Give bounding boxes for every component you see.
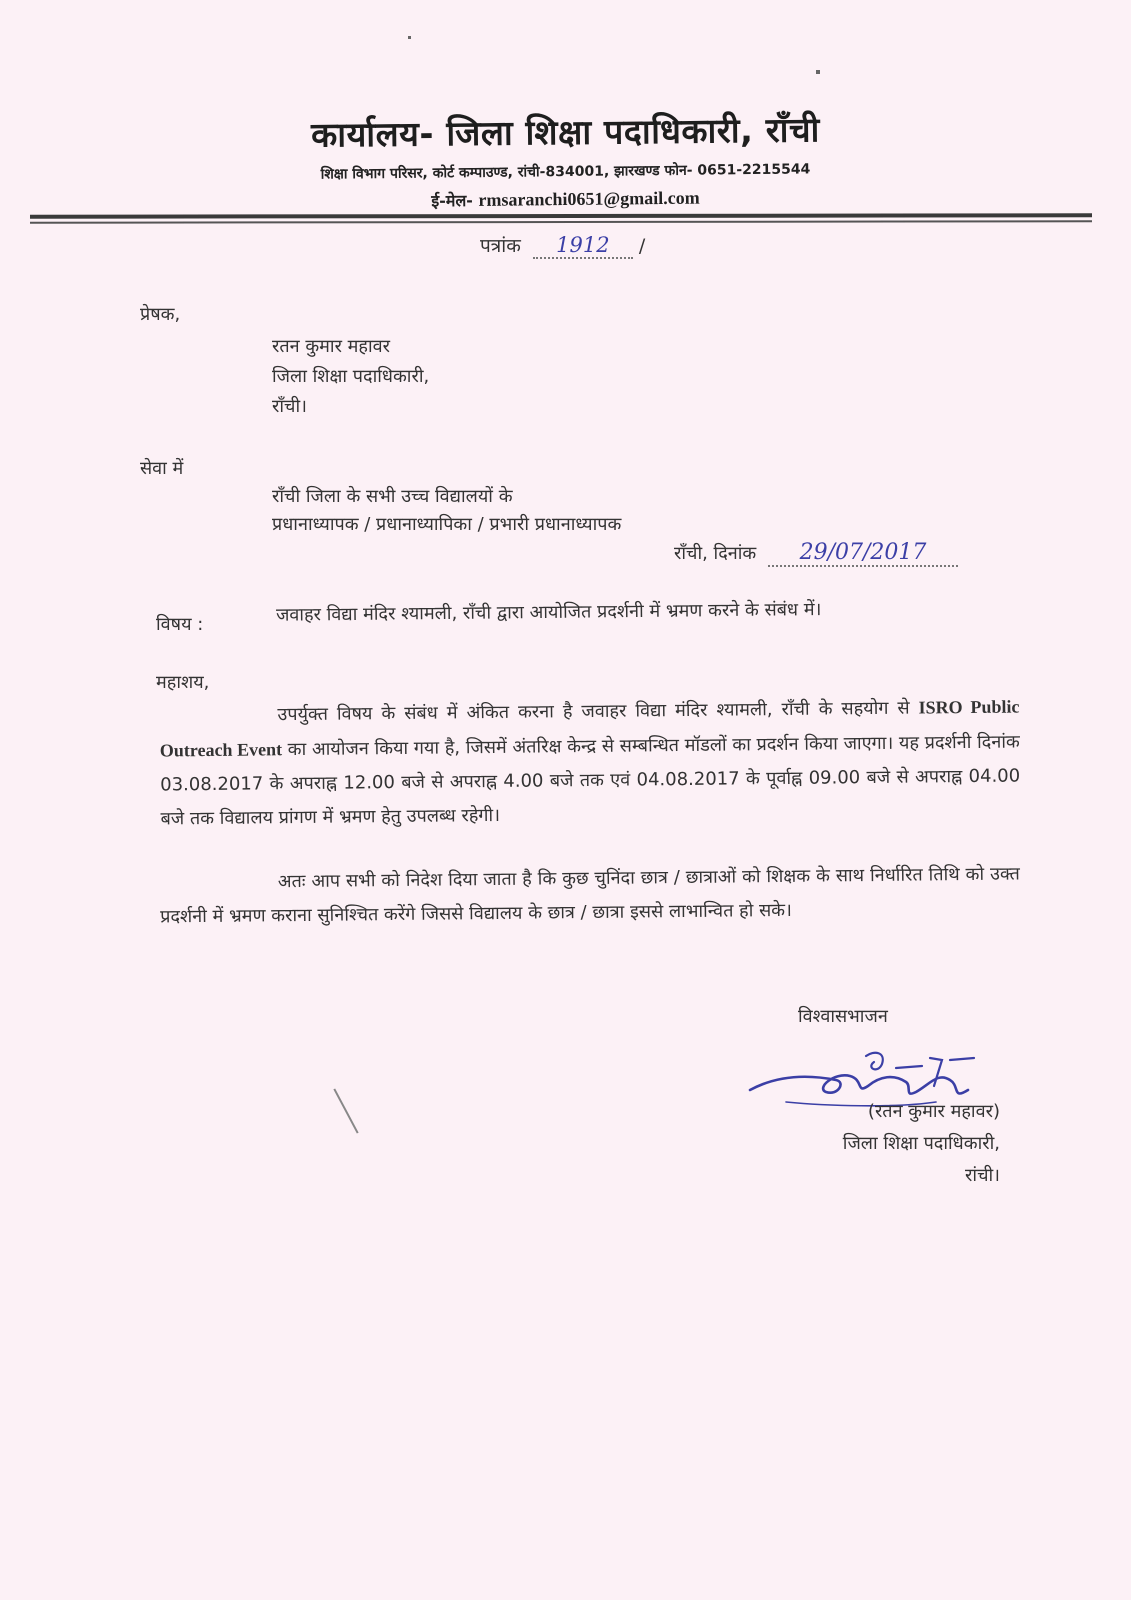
body-paragraph-2	[160, 857, 1021, 934]
signatory-place: रांची।	[965, 1165, 1000, 1186]
scan-speck	[816, 70, 820, 74]
para1-post: का आयोजन किया गया है, जिसमें अंतरिक्ष केन्द्र से सम्बन्धित मॉडलों का प्रदर्शन किया जाएगा। यह प्रदर्शनी दिनांक 03.08.2017 के अपराह्न 12.00 बजे से अपराह्न 4.00 बजे तक एवं 04.08.2017 के पूर्वाह्न 09.00 बजे से अपराह्न 04.00 बजे तक विद्यालय प्रांगण में भ्रमण हेतु उपलब्ध रहेगी।	[160, 731, 1021, 830]
salutation: महाशय,	[156, 672, 210, 693]
sender-place: राँची।	[272, 396, 307, 417]
sender-designation: जिला शिक्षा पदाधिकारी,	[272, 366, 430, 387]
body-paragraph-1	[159, 690, 1020, 837]
recipient-line-2: प्रधानाध्यापक / प्रधानाध्यापिका / प्रभारी प्रधानाध्यापक	[272, 514, 622, 535]
date-field	[768, 540, 958, 567]
letter-number	[480, 232, 645, 259]
scan-speck	[408, 36, 411, 39]
scan-scratch	[333, 1088, 358, 1133]
subject-label: विषय :	[156, 614, 204, 635]
event-name: ISRO Public Outreach Event	[159, 696, 1020, 761]
office-address: शिक्षा विभाग परिसर, कोर्ट कम्पाउण्ड, रांची-834001, झारखण्ड फोन- 0651-2215544	[320, 161, 811, 183]
recipient-label: सेवा में	[140, 458, 184, 479]
letterhead-divider-thin	[30, 220, 1092, 223]
sender-label: प्रेषक,	[140, 304, 181, 325]
subject-text: जवाहर विद्या मंदिर श्यामली, राँची द्वारा आयोजित प्रदर्शनी में भ्रमण करने के संबंध में।	[275, 599, 822, 626]
para1-pre: उपर्युक्त विषय के संबंध में अंकित करना है जवाहर विद्या मंदिर श्यामली, राँची के सहयोग से	[277, 697, 910, 726]
letter-date	[674, 540, 958, 567]
office-title: कार्यालय- जिला शिक्षा पदाधिकारी, राँची	[310, 110, 821, 156]
sender-name: रतन कुमार महावर	[272, 336, 391, 357]
office-email-line	[0, 182, 1131, 216]
recipient-line-1: राँची जिला के सभी उच्च विद्यालयों के	[272, 486, 513, 507]
letter-number-field	[533, 233, 633, 259]
signatory-name: (रतन कुमार महावर)	[867, 1101, 1000, 1122]
para2-text: अतः आप सभी को निदेश दिया जाता है कि कुछ चुनिंदा छात्र / छात्राओं को शिक्षक के साथ निर्धारित तिथि को उक्त प्रदर्शनी में भ्रमण कराना सुनिश्चित करेंगे जिससे विद्यालय के छात्र / छात्रा इससे लाभान्वित हो सके।	[160, 863, 1020, 928]
office-email: rmsaranchi0651@gmail.com	[478, 187, 700, 210]
email-label: ई-मेल-	[431, 190, 473, 211]
paragraph-indent	[160, 887, 278, 888]
signatory-designation: जिला शिक्षा पदाधिकारी,	[842, 1133, 1000, 1154]
date-value: 29/07/2017	[799, 540, 927, 565]
letter-number-label: पत्रांक	[480, 235, 521, 257]
letter-number-suffix: /	[638, 235, 646, 257]
date-label: राँची, दिनांक	[674, 543, 757, 564]
signature-block	[760, 1096, 1000, 1192]
paragraph-indent	[160, 720, 278, 721]
letterhead-divider	[30, 213, 1092, 218]
closing: विश्वासभाजन	[798, 1006, 888, 1027]
letter-number-value: 1912	[556, 233, 610, 257]
